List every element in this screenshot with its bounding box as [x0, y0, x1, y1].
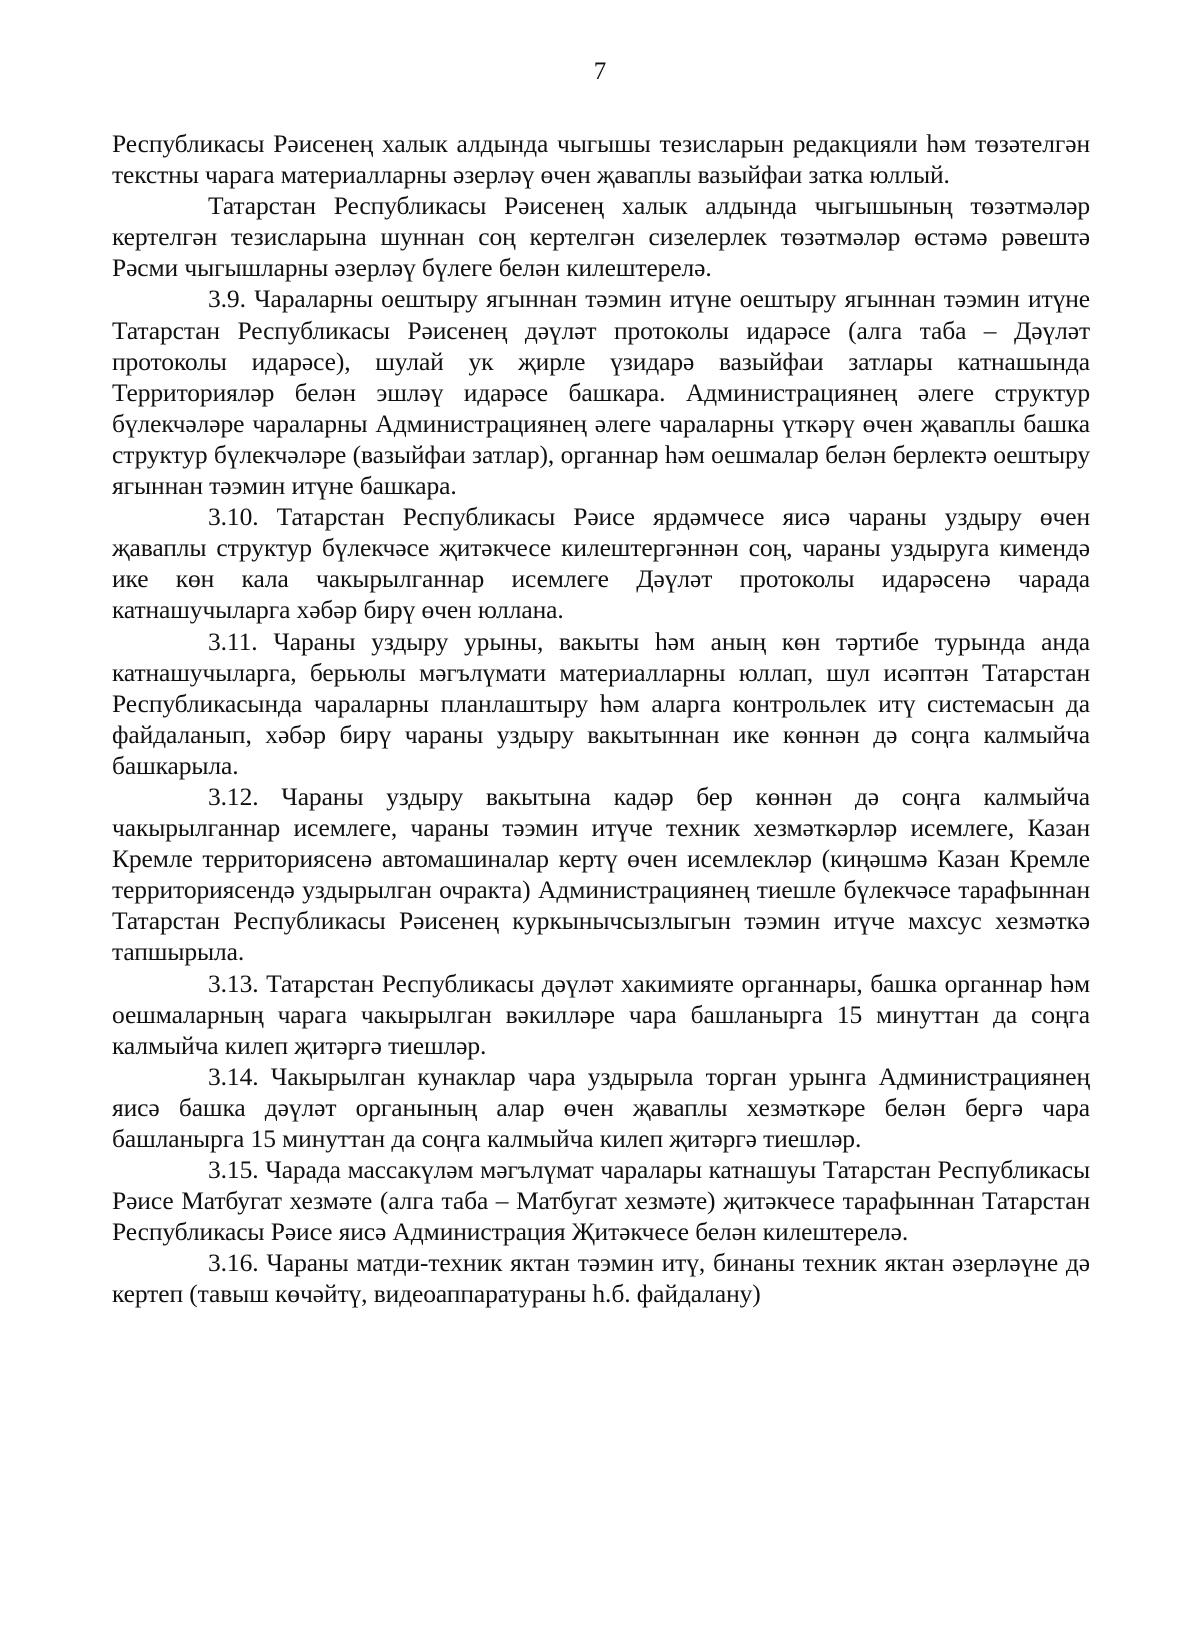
paragraph-3-13: 3.13. Татарстан Республикасы дәүләт хакимияте органнары, башка органнар һәм оешмаларның чарага чакырылган вәкилләре чара башланырга 15 минуттан да соңга калмыйча килеп җитәргә тиешләр. — [112, 968, 1090, 1060]
paragraph-3-15: 3.15. Чарада массакүләм мәгълүмат чаралары катнашуы Татарстан Республикасы Рәисе Матбугат хезмәте (алга таба – Матбугат хезмәте) җитәкчесе тарафыннан Татарстан Республикасы Рәисе яисә Администрация Җитәкчесе белән килештерелә. — [112, 1155, 1090, 1247]
paragraph-3-12: 3.12. Чараны уздыру вакытына кадәр бер көннән дә соңга калмыйча чакырылганнар исемлеге, чараны тәэмин итүче техник хезмәткәрләр исемлеге, Казан Кремле территориясенә автомашиналар кертү өчен исемлекләр (киңәшмә Казан Кремле территориясендә уздырылган очракта) Администрациянең тиешле бүлекчәсе тарафыннан Татарстан Республикасы Рәисенең куркынычсызлыгын тәэмин итүче махсус хезмәткә тапшырыла. — [112, 781, 1090, 967]
paragraph-theses-corrections: Татарстан Республикасы Рәисенең халык алдында чыгышының төзәтмәләр кертелгән тезисларына шуннан соң кертелгән сизелерлек төзәтмәләр өстәмә рәвештә Рәсми чыгышларны әзерләү бүлеге белән килештерелә. — [112, 191, 1090, 283]
document-body — [112, 128, 1090, 1310]
paragraph-continuation: Республикасы Рәисенең халык алдында чыгышы тезисларын редакцияли һәм төзәтелгән текстны чарага материалларны әзерләү өчен җаваплы вазыйфаи затка юллый. — [112, 129, 1090, 190]
paragraph-3-11: 3.11. Чараны уздыру урыны, вакыты һәм аның көн тәртибе турында анда катнашучыларга, берьюлы мәгълүмати материалларны юллап, шул исәптән Татарстан Республикасында чараларны планлаштыру һәм аларга контрольлек итү системасын да файдаланып, хәбәр бирү чараны уздыру вакытыннан ике көннән дә соңга калмыйча башкарыла. — [112, 626, 1090, 780]
page-number: 7 — [593, 58, 607, 85]
paragraph-3-10: 3.10. Татарстан Республикасы Рәисе ярдәмчесе яисә чараны уздыру өчен җаваплы структур бүлекчәсе җитәкчесе килештергәннән соң, чараны уздыруга кимендә ике көн кала чакырылганнар исемлеге Дәүләт протоколы идарәсенә чарада катнашучыларга хәбәр бирү өчен юллана. — [112, 502, 1090, 625]
paragraph-3-14: 3.14. Чакырылган кунаклар чара уздырыла торган урынга Администрациянең яисә башка дәүләт органының алар өчен җаваплы хезмәткәре белән бергә чара башланырга 15 минуттан да соңга калмыйча килеп җитәргә тиешләр. — [112, 1061, 1090, 1153]
paragraph-3-16: 3.16. Чараны матди-техник яктан тәэмин итү, бинаны техник яктан әзерләүне дә кертеп (тавыш көчәйтү, видеоаппаратураны һ.б. файдалану) — [112, 1248, 1090, 1309]
paragraph-3-9: 3.9. Чараларны оештыру ягыннан тәэмин итүне оештыру ягыннан тәэмин итүне Татарстан Республикасы Рәисенең дәүләт протоколы идарәсе (алга таба – Дәүләт протоколы идарәсе), шулай ук җирле үзидарә вазыйфаи затлары катнашында Территорияләр белән эшләү идарәсе башкара. Администрациянең әлеге структур бүлекчәләре чараларны Администрациянең әлеге чараларны үткәрү өчен җаваплы башка структур бүлекчәләре (вазыйфаи затлар), органнар һәм оешмалар белән берлектә оештыру ягыннан тәэмин итүне башкара. — [112, 284, 1090, 501]
